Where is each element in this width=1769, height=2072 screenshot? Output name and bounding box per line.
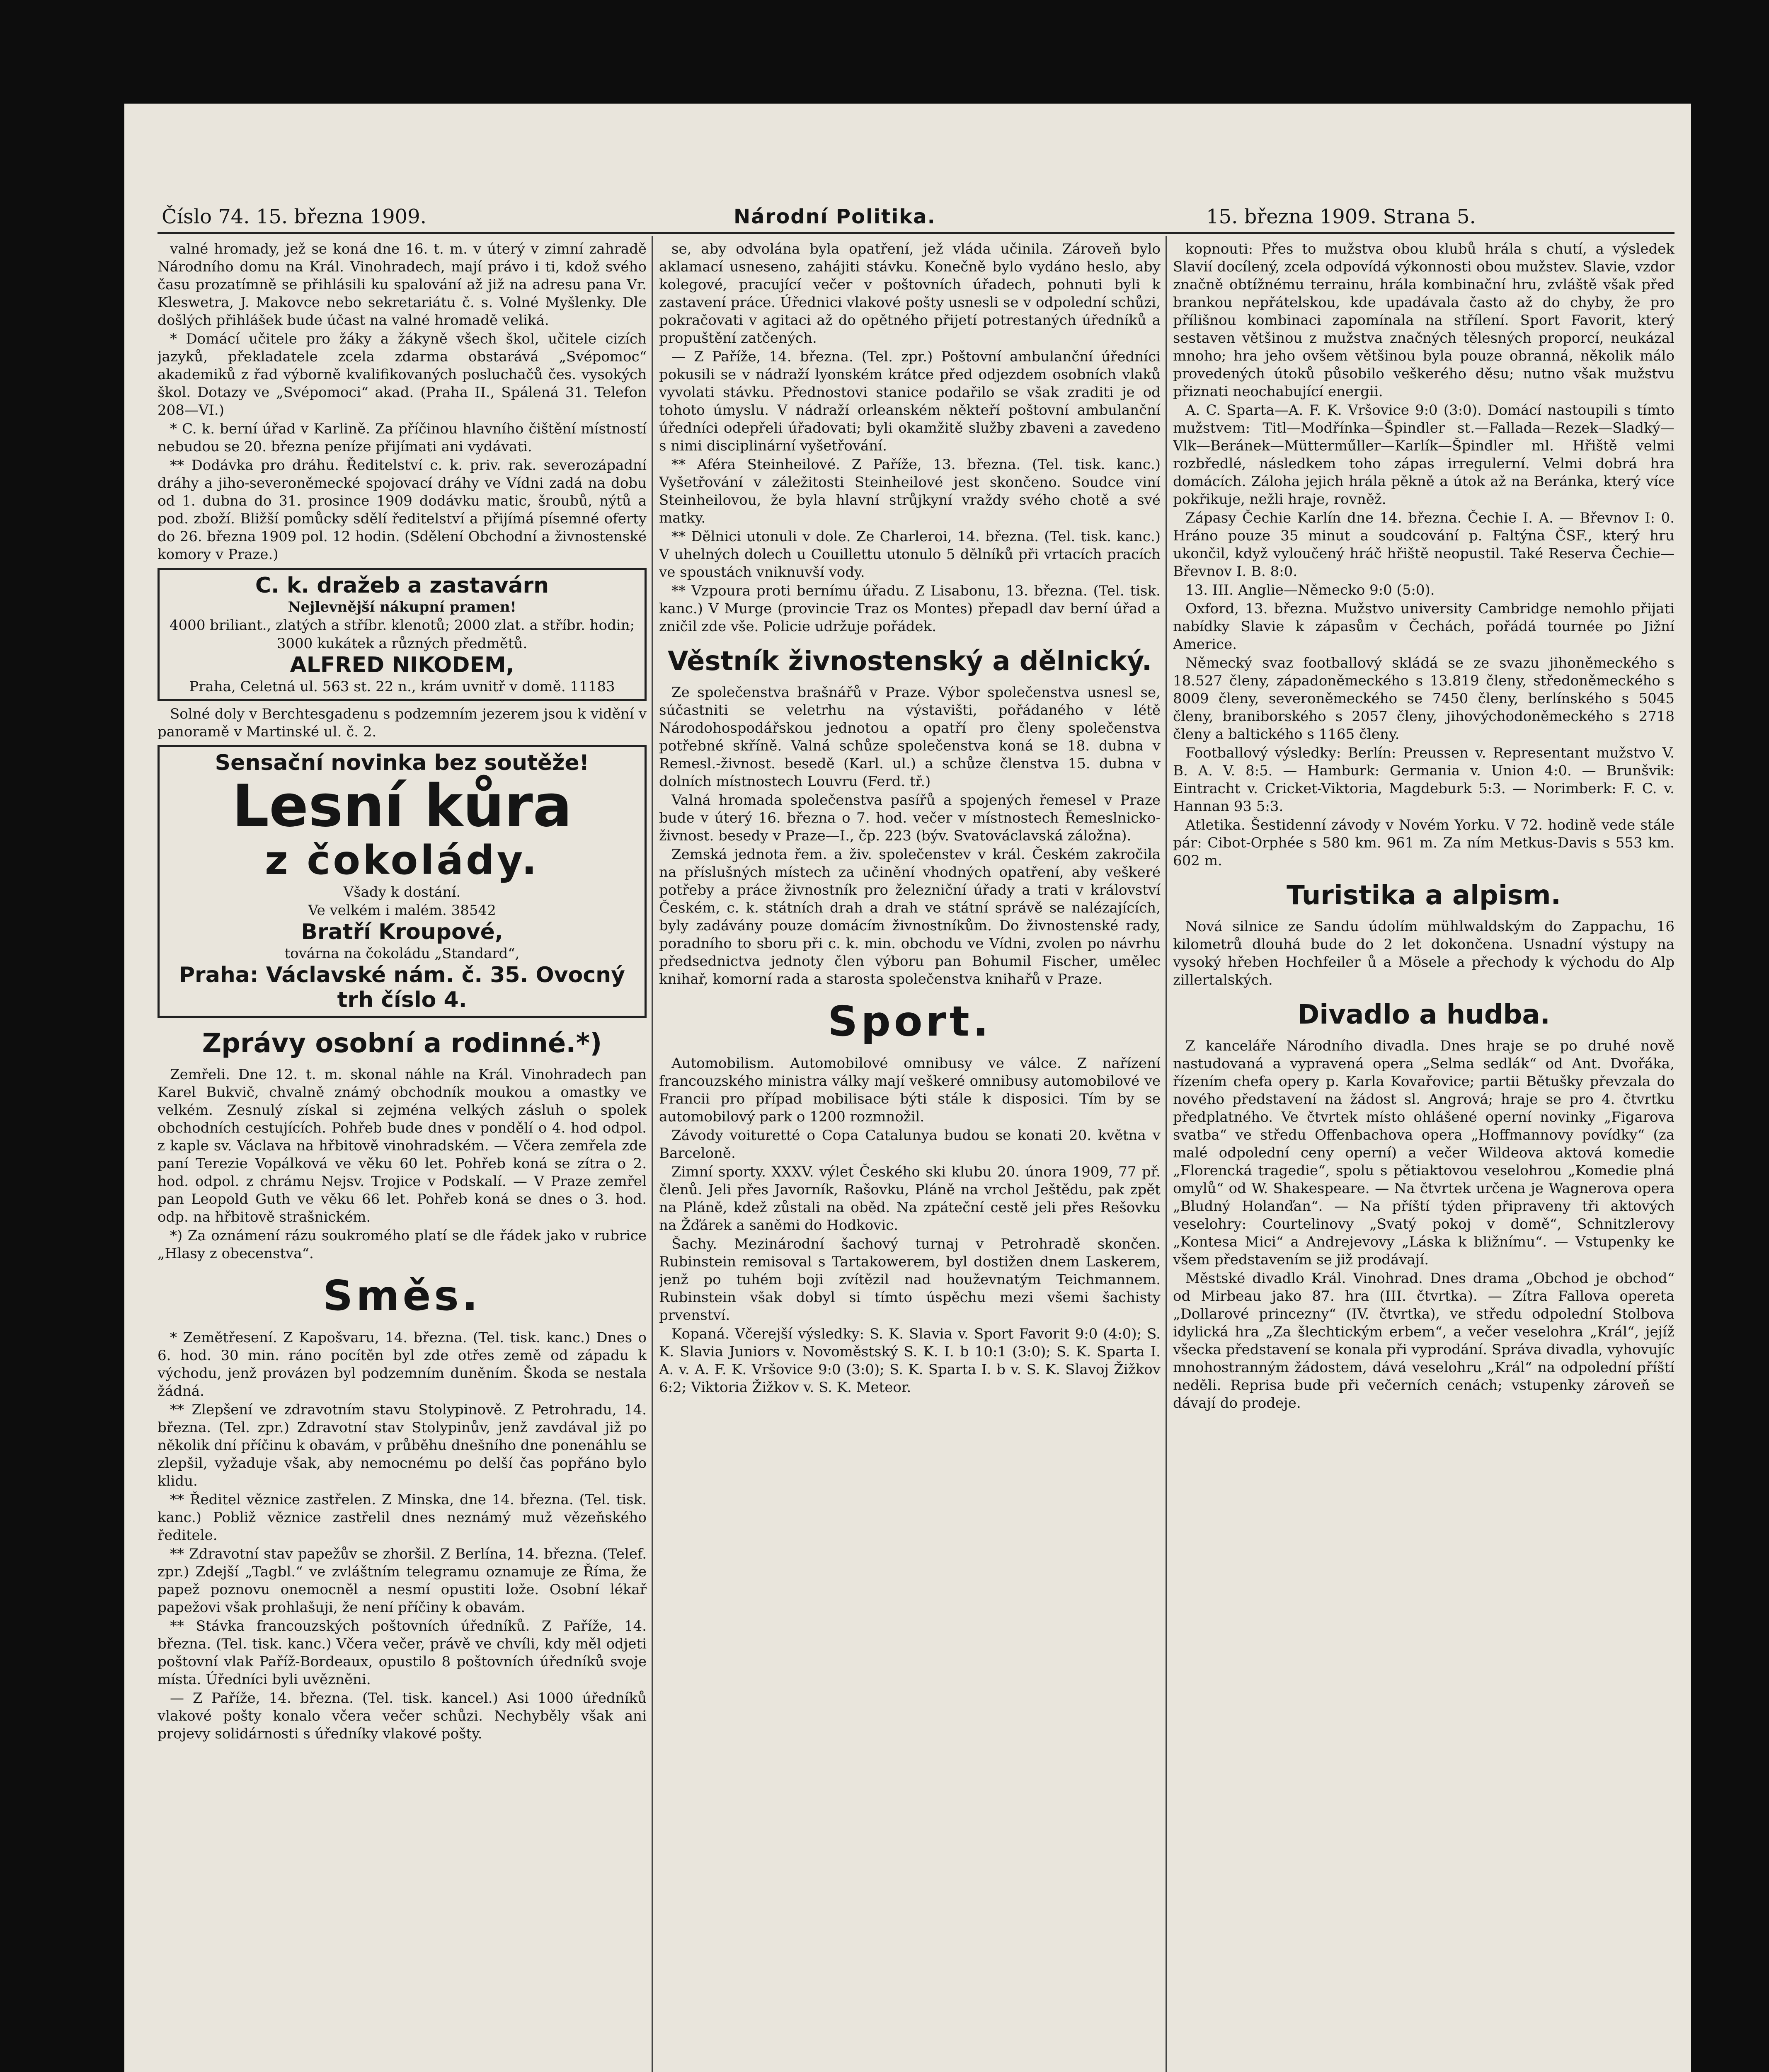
article-text: A. C. Sparta—A. F. K. Vršovice 9:0 (3:0). Domácí nastoupili s tímto mužstvem: Titl—Modřínka—Špindler st.—Fallada—Rezek—Sladký—Vlk—Beránek—Mütterműller—Karlík—Špindler ml. Hřiště velmi rozbředlé, následkem toho zápas irregulerní. Velmi dobrá hra domácích. Záloha jejich hrála pěkně a útok až na Beránka, který více pokřikuje, nežli hraje, rovněž.	[1173, 402, 1674, 508]
article-text: Zemřeli. Dne 12. t. m. skonal náhle na Král. Vinohradech pan Karel Bukvič, chvalně známý obchodník moukou a omastky ve velkém. Zesnulý získal si zejména velkých zásluh o spolek obchodních cestujících. Pohřeb bude dnes v pondělí o 4. hod odpol. z kaple sv. Václava na hřbitově vinohradském. — Včera zemřela zde paní Terezie Vopálková ve věku 60 let. Pohřeb koná se zítra o 2. hod. odpol. z chrámu Nejsv. Trojice v Podskalí. — V Praze zemřel pan Leopold Guth ve věku 66 let. Pohřeb koná se dnes o 3. hod. odp. na hřbitově strašnickém.	[158, 1066, 647, 1225]
section-heading: Zprávy osobní a rodinné.*)	[202, 1028, 602, 1059]
article-text: 13. III. Anglie—Německo 9:0 (5:0).	[1185, 582, 1435, 598]
article-text: ** Stávka francouzských poštovních úředníků. Z Paříže, 14. března. (Tel. tisk. kanc.) Včera večer, právě ve chvíli, kdy měl odjeti poštovní vlak Paříž-Bordeaux, opustilo 8 poštovních úředníků svoje místa. Úředníci byli uvězněni.	[158, 1618, 647, 1688]
masthead-date-page: 15. března 1909. Strana 5.	[1206, 205, 1476, 228]
article-text: Solné doly v Berchtesgadenu s podzemním jezerem jsou k vidění v panoramě v Martinské ul. č. 2.	[158, 706, 647, 740]
article-text: Ze společenstva brašnářů v Praze. Výbor společenstva usnesl se, súčastniti se veletrhu na výstavišti, pořádaného v létě Národohospodářskou jednotou a opatří pro členy společenstva potřebné skříně. Valná schůze společenstva koná se 18. dubna v Remesl.-živnost. besedě (Karl. ul.) a schůze členstva 15. dubna v dolních místnostech Louvru (Ferd. tř.)	[659, 684, 1161, 790]
article-text: Valná hromada společenstva pasířů a spojených řemesel v Praze bude v úterý 16. března o 7. hod. večer v místnostech Řemeslnicko-živnost. besedy v Praze—I., čp. 223 (býv. Svatováclavská záložna).	[659, 792, 1161, 844]
advert-name: ALFRED NIKODEM,	[290, 653, 514, 678]
article-text: Kopaná. Včerejší výsledky: S. K. Slavia v. Sport Favorit 9:0 (4:0); S. K. Slavia Juniors v. Novoměstský S. K. I. b 10:1 (3:0); S. K. Sparta I. A. v. A. F. K. Vršovice 9:0 (3:0); S. K. Sparta I. b v. S. K. Slavoj Žižkov 6:2; Viktoria Žižkov v. S. K. Meteor.	[659, 1326, 1161, 1396]
section-heading: Turistika a alpism.	[1287, 880, 1561, 911]
section-heading: Směs.	[323, 1271, 481, 1320]
advert-line: Všady k dostání.	[343, 884, 461, 900]
article-text: se, aby odvolána byla opatření, jež vláda učinila. Zároveň bylo aklamací usneseno, zahájiti stávku. Konečně bylo vydáno heslo, aby kolegové, pracující večer v poštovních úřadech, pohnuti byli k zastavení práce. Úřednici vlakové pošty usnesli se v odpolední schůzi, pokračovati v agitaci až do opětného přijetí potrestaných úředníků a propuštění zatčených.	[659, 241, 1161, 346]
advert-subtitle: Nejlevnější nákupní pramen!	[288, 599, 516, 615]
article-text: Závody voituretté o Copa Catalunya budou se konati 20. května v Barceloně.	[659, 1127, 1161, 1162]
article-text: Automobilism. Automobilové omnibusy ve válce. Z nařízení francouzského ministra války mají veškeré omnibusy automobilové ve Francii pro případ mobilisace býti stále k disposici. Tím by se automobilový park o 1200 rozmnožil.	[659, 1055, 1161, 1125]
column-divider	[652, 236, 653, 2072]
section-heading: Věstník živnostenský a dělnický.	[668, 646, 1152, 677]
article-text: ** Zlepšení ve zdravotním stavu Stolypinově. Z Petrohradu, 14. března. (Tel. zpr.) Zdravotní stav Stolypinův, jenž zavdával již po několik dní příčinu k obavám, v průběhu dnešního dne ponenáhlu se zlepšil, vyžaduje však, aby nemocnému po delší čas popřáno bylo klidu.	[158, 1402, 647, 1489]
section-heading: Sport.	[828, 997, 992, 1046]
article-text: — Z Paříže, 14. března. (Tel. zpr.) Poštovní ambulanční úředníci pokusili se v nádraží lyonském krátce před odjezdem osobních vlaků vyvolati stávku. Přednostovi stanice podařilo se však zraditi je od tohoto úmyslu. V nádraží orleanském někteří poštovní ambulanční úředníci odepřeli úřadovati; byli okamžitě služby zbaveni a zavedeno s nimi disciplinární vyšetřování.	[659, 349, 1161, 454]
article-text: ** Zdravotní stav papežův se zhoršil. Z Berlína, 14. března. (Telef. zpr.) Zdejší „Tagbl.“ ve zvláštním telegramu oznamuje ze Říma, že papež poznovu onemocněl a nesmí opustiti lože. Osobní lékař papežovi však prohlašuji, že není příčiny k obavám.	[158, 1546, 647, 1616]
article-text: ** Dělnici utonuli v dole. Ze Charleroi, 14. března. (Tel. tisk. kanc.) V uhelných dolech u Couillettu utonulo 5 dělníků při vrtacích pracích ve spoustách vniknuvší vody.	[659, 528, 1161, 581]
article-text: Městské divadlo Král. Vinohrad. Dnes drama „Obchod je obchod“ od Mirbeau jako 87. hra (III. čtvrtka). — Zítra Fallova opereta „Dollarové princezny“ (IV. čtvrtka), ve středu odpolední Stolbova idylická hra „Za šlechtickým erbem“, a večer veselohra „Král“, jejíž všecka představení se konala při vyprodání. Správa divadla, vyhovujíc mnohostranným žádostem, dává veselohru „Král“ na odpolední příští neděli. Reprisa bude při večerních cenách; vstupenky zároveň se dávají do prodeje.	[1173, 1270, 1674, 1411]
article-text: * Domácí učitele pro žáky a žákyně všech škol, učitele cizích jazyků, překladatele zcela zdarma obstarává „Svépomoc“ akademiků z řad výborně kvalifikovaných posluchačů čes. vysokých škol. Dotazy ve „Svépomoci“ akad. (Praha II., Spálená 31. Telefon 208—VI.)	[158, 331, 647, 419]
article-text: * Zemětřesení. Z Kapošvaru, 14. března. (Tel. tisk. kanc.) Dnes o 6. hod. 30 min. ráno pocítěn byl zde otřes země od západu k východu, jenž provázen byl podzemním duněním. Škoda se nestala žádná.	[158, 1329, 647, 1399]
article-text: Footballový výsledky: Berlín: Preussen v. Representant mužstvo V. B. A. V. 8:5. — Hamburk: Germania v. Union 4:0. — Brunšvik: Eintracht v. Cricket-Viktoria, Magdeburk 5:3. — Norimberk: F. C. v. Hannan 93 5:3.	[1173, 745, 1674, 815]
masthead-rule	[158, 232, 1674, 234]
article-text: kopnouti: Přes to mužstva obou klubů hrála s chutí, a výsledek Slavií docílený, zcela odpovídá výkonnosti obou mužstev. Slavie, vzdor značně obtížnému terrainu, hrála kombinační hru, zvláště však před brankou nepřátelskou, kde upadávala často až do chyby, že pro přílišnou kombinaci zapomínala na střílení. Sport Favorit, který sestaven většinou z mužstva značných tělesných proporcí, neukázal mnoho; hra jeho ovšem většinou byla pouze obranná, několik málo provedených útoků působilo veškerého děsu; nutno však mužstvu přiznati neochabující energii.	[1173, 241, 1674, 400]
article-text: Atletika. Šestidenní závody v Novém Yorku. V 72. hodině vede stále pár: Cibot-Orphée s 580 km. 961 m. Za ním Metkus-Davis s 553 km. 602 m.	[1173, 817, 1674, 869]
column-divider	[1166, 236, 1167, 2072]
advert-pawnshop	[158, 568, 647, 701]
article-text: ** Ředitel věznice zastřelen. Z Minska, dne 14. března. (Tel. tisk. kanc.) Pobliž věznice zastřelil dnes neznámý muž vězeňského ředitele.	[158, 1491, 647, 1544]
article-text: Z kanceláře Národního divadla. Dnes hraje se po druhé nově nastudovaná a vypravená opera „Selma sedlák“ od Ant. Dvořáka, řízením chefa opery p. Karla Kovařovice; partii Bětušky převzala do nového představení na žádost sl. Angrová; hraje se pro 4. čtvrtku předplatného. Ve čtvrtek místo ohlášené operní novinky „Figarova svatba“ ve středu Offenbachova opera „Hoffmannovy povídky“ (za malé odpolední ceny operní) a večer Wildeova aktová komedie „Florencká tragedie“, spolu s pětiaktovou veselohrou „Komedie plná omylů“ od W. Shakespeare. — Na čtvrtek určena je Wagnerova opera „Bludný Holanďan“. — Na příští týden připraveny tři aktových veselohry: Courtelinovy „Svatý pokoj v domě“, Schnitzlerovy „Kontesa Mici“ a Andrejevovy „Láska k bližnímu“. — Vstupenky ke všem představením se již prodávají.	[1173, 1038, 1674, 1268]
column-2	[659, 240, 1161, 2072]
advert-headline-2: z čokolády.	[264, 837, 539, 884]
article-text: Šachy. Mezinárodní šachový turnaj v Petrohradě skončen. Rubinstein remisoval s Tartakowerem, byl dostižen dnem Laskerem, jenž po tuhém boji zvítězil nad houževnatým Teichmannem. Rubinstein však dobyl si tímto úspěchu mezi všemi šachisty prvenství.	[659, 1236, 1161, 1324]
article-text: Zimní sporty. XXXV. výlet Českého ski klubu 20. února 1909, 77 př. členů. Jeli přes Javorník, Rašovku, Pláně na vrchol Ještědu, pak zpět na Pláně, kdež zůstali na oběd. Na zpáteční cestě jeli přes Rešovku na Žďárek a saněmi do Hodkovic.	[659, 1164, 1161, 1234]
article-text: * C. k. berní úřad v Karlině. Za příčinou hlavního čištění místností nebudou se 20. března peníze přijímati ani vydávati.	[158, 421, 647, 455]
advert-address: Praha, Celetná ul. 563 st. 22 n., krám uvnitř v domě. 11183	[189, 678, 615, 695]
column-3	[1173, 240, 1674, 2072]
article-text: Zápasy Čechie Karlín dne 14. března. Čechie I. A. — Břevnov I: 0. Hráno pouze 35 minut a soudcování p. Faltýna ČSF., který hru ukončil, když vyloučený hráč hřiště neopustil. Také Reserva Čechie—Břevnov I. B. 8:0.	[1173, 510, 1674, 580]
article-text: Zemská jednota řem. a živ. společenstev v král. Českém zakročila na příslušných místech za učinění vhodných opatření, aby veškeré potřeby a práce živnostník pro železniční úřady a trati v království Českém, c. k. státních drah a drah ve státní správě se nalézajících, byly zadávány pouze domácím živnostníkům. Do živnostenské rady, poradního to sboru při c. k. min. obchodu ve Vídni, zvolen po návrhu předsednictva jednoty člen výboru pan Bohumil Fischer, umělec knihař, komorní rada a starosta společenstva knihařů v Praze.	[659, 846, 1161, 988]
section-heading: Divadlo a hudba.	[1297, 1000, 1550, 1030]
advert-chocolate	[158, 745, 647, 1018]
article-text: — Z Paříže, 14. března. (Tel. tisk. kancel.) Asi 1000 úředníků vlakové pošty konalo včera večer schůzi. Nechyběly však ani projevy solidárnosti s úředníky vlakové pošty.	[158, 1690, 647, 1742]
advert-text: 4000 briliant., zlatých a stříbr. klenotů; 2000 zlat. a stříbr. hodin; 3000 kukátek a různých předmětů.	[169, 617, 635, 652]
article-text: ** Aféra Steinheilové. Z Paříže, 13. března. (Tel. tisk. kanc.) Vyšetřování v záležitosti Steinheilové jest skončeno. Soudce viní Steinheilovou, že byla hlavní strůjkyní vraždy svého chotě a své matky.	[659, 456, 1161, 526]
masthead-title: Národní Politika.	[734, 205, 936, 228]
article-text: *) Za oznámení rázu soukromého platí se dle řádek jako v rubrice „Hlasy z obecenstva“.	[158, 1227, 647, 1262]
advert-firm: Bratří Kroupové,	[301, 920, 503, 944]
advert-top: Sensační novinka bez soutěže!	[215, 750, 589, 775]
advert-firm-desc: továrna na čokoládu „Standard“,	[284, 945, 520, 962]
article-text: Oxford, 13. března. Mužstvo university Cambridge nemohlo přijati nabídky Slavie k zápasům v Čechách, pořádá tournée po Jižní Americe.	[1173, 600, 1674, 653]
newspaper-page	[124, 104, 1691, 2072]
article-text: ** Dodávka pro dráhu. Ředitelství c. k. priv. rak. severozápadní dráhy a jiho-severoněmecké spojovací dráhy ve Vídni zadá na dobu od 1. dubna do 31. prosince 1909 dodávku matic, šroubů, nýtů a pod. zboží. Bližší pomůcky sdělí ředitelství a přijímá písemné oferty do 26. března 1909 pol. 12 hodin. (Sdělení Obchodní a živnostenské komory v Praze.)	[158, 457, 647, 563]
article-text: ** Vzpoura proti bernímu úřadu. Z Lisabonu, 13. března. (Tel. tisk. kanc.) V Murge (provincie Traz os Montes) přepadl dav berní úřad a zničil zde vše. Policie udržuje pořádek.	[659, 583, 1161, 635]
column-1	[158, 240, 647, 2072]
article-text: Německý svaz footballový skládá se ze svazu jihoněmeckého s 18.527 členy, západoněmeckého s 13.819 členy, středoněmeckého s 8009 členy, severoněmeckého se 7450 členy, berlínského s 5045 členy, braniborského s 2057 členy, jihovýchodoněmeckého s 2718 členy a baltického s 1165 členy.	[1173, 655, 1674, 743]
advert-title: C. k. dražeb a zastavárn	[255, 573, 549, 598]
advert-city: Praha: Václavské nám. č. 35. Ovocný trh číslo 4.	[179, 963, 625, 1012]
article-text: valné hromady, jež se koná dne 16. t. m. v úterý v zimní zahradě Národního domu na Král. Vinohradech, mají právo i ti, kdož svého času prozatímně se přihlásili ku spalování až již na adresu pana Vr. Kleswetra, J. Makovce nebo sekretariátu č. s. Volné Myšlenky. Dle došlých přihlášek bude účast na valné hromadě veliká.	[158, 241, 647, 329]
advert-line: Ve velkém i malém. 38542	[308, 902, 496, 919]
masthead-issue: Číslo 74. 15. března 1909.	[162, 205, 426, 228]
article-text: Nová silnice ze Sandu údolím mühlwaldským do Zappachu, 16 kilometrů dlouhá bude do 2 let dokončena. Usnadní výstupy na vysoký hřeben Hochfeiler ů a Mösele a přechody k východu do Alp zillertalských.	[1173, 918, 1674, 988]
advert-headline: Lesní kůra	[232, 772, 572, 840]
